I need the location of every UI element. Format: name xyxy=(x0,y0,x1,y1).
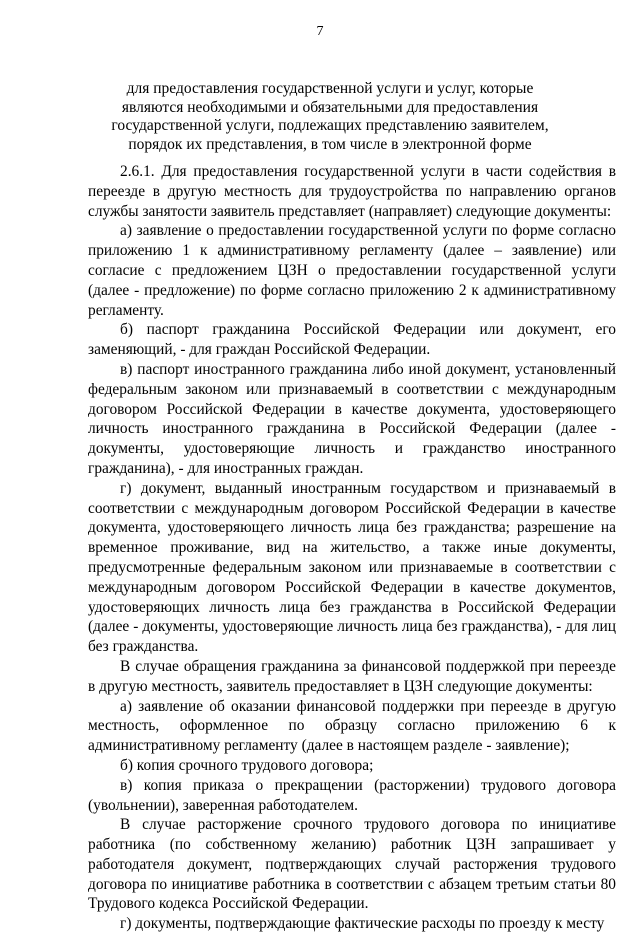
paragraph-2-6-1: 2.6.1. Для предоставления государственной услуги в части содействия в переезде в другую местность для трудоустройства по направлению органов службы занятости заявитель представляет (направляет) следующие документы: xyxy=(88,163,616,220)
paragraph-contract-termination: В случае расторжение срочного трудового договора по инициативе работника (по собственному желанию) работник ЦЗН запрашивает у работодателя документ, подтверждающих случай расторжения трудового договора по инициативе работника в соответствии с абзацем третьим статьи 80 Трудового кодекса Российской Федерации. xyxy=(88,816,616,913)
page-number: 7 xyxy=(316,24,324,39)
section-heading: для предоставления государственной услуги и услуг, которые являются необходимыми и обязательными для предоставления государственной услуги, подлежащих представлению заявителем, порядок их представления, в том числе в электронной форме xyxy=(111,80,549,153)
paragraph-item-b: б) паспорт гражданина Российской Федерации или документ, его заменяющий, - для граждан Российской Федерации. xyxy=(88,321,616,359)
paragraph-financial-support: В случае обращения гражданина за финансовой поддержкой при переезде в другую местность, заявитель предоставляет в ЦЗН следующие документы: xyxy=(88,657,616,695)
paragraph-fin-item-b: б) копия срочного трудового договора; xyxy=(120,756,374,774)
paragraph-fin-item-v: в) копия приказа о прекращении (расторжении) трудового договора (увольнении), заверенная работодателем. xyxy=(88,776,616,814)
paragraph-item-g: г) документ, выданный иностранным государством и признаваемый в соответствии с международным договором Российской Федерации в качестве документа, удостоверяющего личность лица без гражданства; разрешение на временное проживание, вид на жительство, а также иные документы, предусмотренные федеральным законом или признаваемые в соответствии с международным договором Российской Федерации в качестве документов, удостоверяющих личность лица без гражданства в Российской Федерации (далее - документы, удостоверяющие личность лица без гражданства), - для лиц без гражданства. xyxy=(88,479,616,656)
paragraph-fin-item-g: г) документы, подтверждающие фактические расходы по проезду к месту xyxy=(120,915,605,933)
document-body xyxy=(88,162,616,934)
paragraph-fin-item-a: а) заявление об оказании финансовой поддержки при переезде в другую местность, оформленное по образцу согласно приложению 6 к административному регламенту (далее в настоящем разделе - заявление); xyxy=(88,697,616,755)
paragraph-item-v: в) паспорт иностранного гражданина либо иной документ, установленный федеральным законом или признаваемый в соответствии с международным договором Российской Федерации в качестве документа, удостоверяющего личность иностранного гражданина в Российской Федерации (далее - документы, удостоверяющие личность и гражданство иностранного гражданина), - для иностранных граждан. xyxy=(88,360,616,477)
paragraph-item-a: а) заявление о предоставлении государственной услуги по форме согласно приложению 1 к административному регламенту (далее – заявление) или согласие с предложением ЦЗН о предоставлении государственной услуги (далее - предложение) по форме согласно приложению 2 к административному регламенту. xyxy=(88,222,616,319)
